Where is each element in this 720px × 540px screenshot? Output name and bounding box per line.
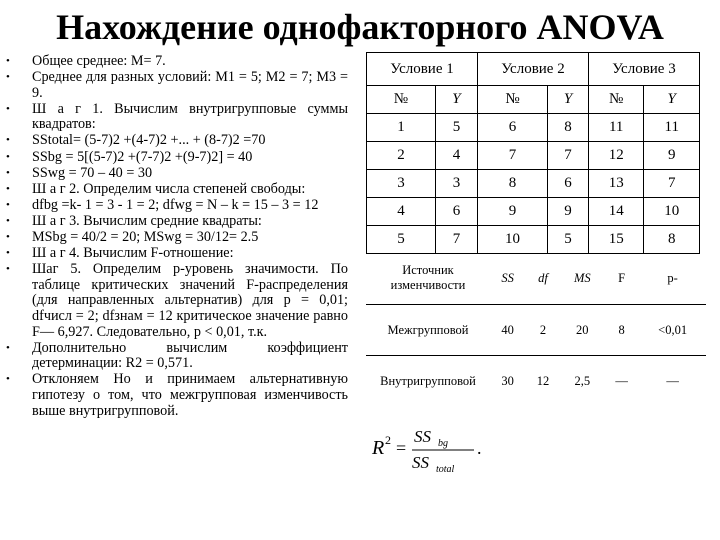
bullet-text: SStotal= (5-7)2 +(4-7)2 +... + (8-7)2 =70 bbox=[32, 132, 266, 149]
table-row bbox=[367, 170, 700, 198]
bullet-dot-icon: • bbox=[6, 55, 10, 67]
anova-cell: 30 bbox=[490, 356, 525, 407]
formula-denominator: SS bbox=[412, 453, 429, 472]
bullet-dot-icon: • bbox=[6, 247, 10, 260]
formula-tail: . bbox=[477, 438, 482, 458]
formula-equals: = bbox=[396, 438, 407, 458]
table-row bbox=[367, 114, 700, 142]
anova-cell: — bbox=[604, 356, 639, 407]
table-cell: 2 bbox=[367, 142, 436, 170]
bullet-item bbox=[6, 214, 348, 230]
table-cell: 7 bbox=[644, 170, 700, 198]
condition-header: Условие 1 bbox=[367, 53, 478, 86]
formula-numerator-sub: bg bbox=[438, 438, 448, 449]
bullet-item bbox=[6, 262, 348, 340]
anova-cell: 8 bbox=[604, 305, 639, 356]
formula-denominator-sub: total bbox=[436, 464, 455, 475]
r-squared-formula bbox=[370, 420, 490, 476]
bullet-item bbox=[6, 182, 348, 198]
anova-header-cell: Источник изменчивости bbox=[390, 263, 466, 292]
condition-header-row bbox=[367, 53, 700, 86]
subheader-cell: № bbox=[477, 86, 547, 114]
bullet-text: Дополнительно вычислим коэффициент детерминации: R2 = 0,571. bbox=[32, 339, 348, 372]
data-table bbox=[366, 52, 700, 254]
table-cell: 9 bbox=[477, 198, 547, 226]
bullet-text: SSwg = 70 – 40 = 30 bbox=[32, 164, 153, 181]
data-table-container bbox=[366, 52, 706, 254]
bullet-text: Отклоняем Но и принимаем альтернативную гипотезу о том, что межгрупповая изменчивость выше внутригрупповой. bbox=[32, 371, 348, 419]
bullet-text: SSbg = 5[(5-7)2 +(7-7)2 +(9-7)2] = 40 bbox=[32, 148, 253, 165]
bullet-item bbox=[6, 341, 348, 372]
anova-cell: 40 bbox=[490, 305, 525, 356]
bullet-item bbox=[6, 102, 348, 133]
bullet-dot-icon: • bbox=[6, 263, 10, 276]
table-cell: 13 bbox=[588, 170, 643, 198]
subheader-cell: № bbox=[588, 86, 643, 114]
bullet-item bbox=[6, 70, 348, 101]
table-cell: 5 bbox=[367, 226, 436, 254]
table-cell: 11 bbox=[644, 114, 700, 142]
table-cell: 3 bbox=[367, 170, 436, 198]
table-cell: 7 bbox=[435, 226, 477, 254]
table-cell: 8 bbox=[548, 114, 589, 142]
bullet-item bbox=[6, 230, 348, 246]
subheader-row bbox=[367, 86, 700, 114]
table-cell: 5 bbox=[548, 226, 589, 254]
bullet-dot-icon: • bbox=[6, 134, 10, 147]
table-cell: 6 bbox=[477, 114, 547, 142]
bullet-text: Шаг 5. Определим р-уровень значимости. По таблице критических значений F-распределения (для направленных альтернатив) для р = 0,01; dfчисл = 2; dfзнам = 12 критическое значение равно F— 6,927. Следовательно, р < 0,01, т.к. bbox=[32, 261, 348, 340]
anova-table bbox=[366, 252, 706, 406]
bullet-dot-icon: • bbox=[6, 150, 10, 163]
table-cell: 8 bbox=[477, 170, 547, 198]
subheader-cell: Y bbox=[644, 86, 700, 114]
anova-row bbox=[366, 356, 706, 407]
table-cell: 8 bbox=[644, 226, 700, 254]
table-cell: 3 bbox=[435, 170, 477, 198]
anova-cell: — bbox=[639, 356, 706, 407]
table-row bbox=[367, 198, 700, 226]
bullet-item bbox=[6, 372, 348, 419]
bullet-dot-icon: • bbox=[6, 71, 10, 84]
anova-cell: Межгрупповой bbox=[366, 305, 490, 356]
bullet-dot-icon: • bbox=[6, 341, 10, 354]
bullet-dot-icon: • bbox=[6, 182, 10, 195]
subheader-cell: № bbox=[367, 86, 436, 114]
table-cell: 14 bbox=[588, 198, 643, 226]
bullet-text: Ш а г 1. Вычислим внутригрупповые суммы квадратов: bbox=[32, 100, 348, 133]
table-cell: 12 bbox=[588, 142, 643, 170]
subheader-cell: Y bbox=[435, 86, 477, 114]
table-cell: 6 bbox=[435, 198, 477, 226]
bullet-text: Ш а г 4. Вычислим F-отношение: bbox=[32, 245, 234, 262]
bullet-item bbox=[6, 54, 348, 70]
bullet-dot-icon: • bbox=[6, 102, 10, 115]
bullet-item bbox=[6, 198, 348, 214]
anova-row bbox=[366, 305, 706, 356]
anova-cell: 2,5 bbox=[561, 356, 604, 407]
anova-header-cell: SS bbox=[501, 270, 514, 285]
table-cell: 7 bbox=[477, 142, 547, 170]
bullet-dot-icon: • bbox=[6, 373, 10, 386]
anova-header-cell: p- bbox=[667, 270, 678, 285]
anova-header-cell: df bbox=[538, 270, 548, 285]
condition-header: Условие 2 bbox=[477, 53, 588, 86]
table-cell: 5 bbox=[435, 114, 477, 142]
table-cell: 1 bbox=[367, 114, 436, 142]
table-cell: 15 bbox=[588, 226, 643, 254]
bullet-list bbox=[6, 54, 348, 420]
bullet-item bbox=[6, 166, 348, 182]
formula-lhs: R bbox=[372, 437, 385, 459]
table-cell: 9 bbox=[548, 198, 589, 226]
bullet-text: MSbg = 40/2 = 20; MSwg = 30/12= 2.5 bbox=[32, 229, 259, 246]
table-cell: 6 bbox=[548, 170, 589, 198]
anova-header-row bbox=[366, 252, 706, 305]
bullet-item bbox=[6, 150, 348, 166]
anova-cell: 2 bbox=[525, 305, 560, 356]
anova-cell: 12 bbox=[525, 356, 560, 407]
slide-title: Нахождение однофакторного ANOVA bbox=[56, 7, 664, 47]
anova-header-cell: F bbox=[618, 270, 626, 285]
table-cell: 7 bbox=[548, 142, 589, 170]
bullet-text: Ш а г 2. Определим числа степеней свободы: bbox=[32, 180, 306, 197]
subheader-cell: Y bbox=[548, 86, 589, 114]
bullet-text: Ш а г 3. Вычислим средние квадраты: bbox=[32, 212, 262, 229]
formula-sup: 2 bbox=[385, 433, 391, 447]
bullet-dot-icon: • bbox=[6, 166, 10, 179]
table-cell: 4 bbox=[367, 198, 436, 226]
formula-numerator: SS bbox=[414, 427, 431, 446]
table-row bbox=[367, 226, 700, 254]
bullet-dot-icon: • bbox=[6, 214, 10, 227]
table-row bbox=[367, 142, 700, 170]
bullet-text: Среднее для разных условий: M1 = 5; M2 = 7; M3 = 9. bbox=[32, 69, 348, 101]
bullet-item bbox=[6, 246, 348, 262]
condition-header: Условие 3 bbox=[588, 53, 699, 86]
bullet-text: Общее среднее: M= 7. bbox=[32, 53, 166, 69]
bullet-text: dfbg =k- 1 = 3 - 1 = 2; dfwg = N – k = 15 – 3 = 12 bbox=[32, 196, 319, 213]
anova-cell: <0,01 bbox=[639, 305, 706, 356]
bullet-item bbox=[6, 133, 348, 149]
anova-cell: Внутригрупповой bbox=[366, 356, 490, 407]
table-cell: 11 bbox=[588, 114, 643, 142]
table-cell: 10 bbox=[477, 226, 547, 254]
table-cell: 10 bbox=[644, 198, 700, 226]
bullet-dot-icon: • bbox=[6, 231, 10, 244]
anova-cell: 20 bbox=[561, 305, 604, 356]
bullet-dot-icon: • bbox=[6, 198, 10, 211]
table-cell: 9 bbox=[644, 142, 700, 170]
anova-header-cell: MS bbox=[573, 270, 591, 285]
table-cell: 4 bbox=[435, 142, 477, 170]
